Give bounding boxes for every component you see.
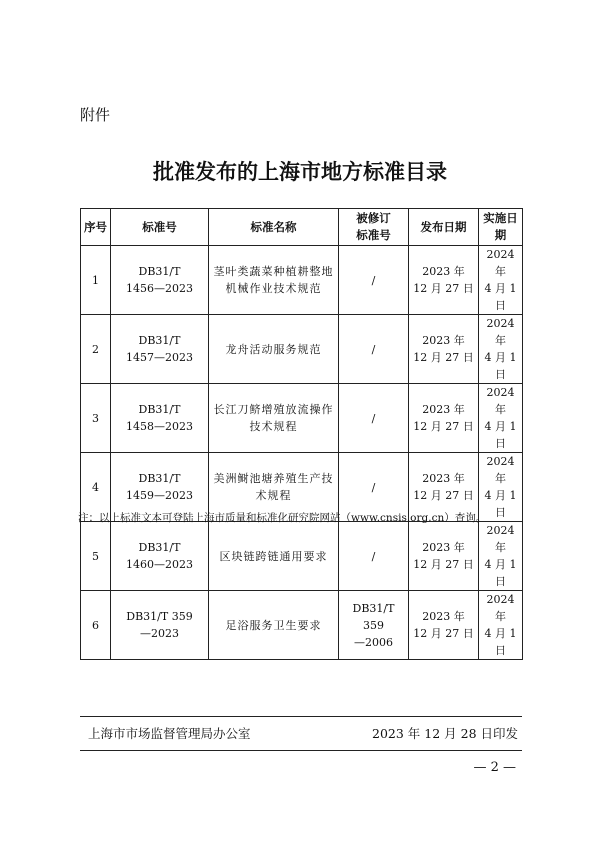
table-row <box>81 384 523 453</box>
publish-line2: 12 月 27 日 <box>413 627 474 640</box>
cell-name <box>209 315 339 384</box>
revised-line1: DB31/T 359 <box>352 601 395 632</box>
table-header-row <box>81 209 523 246</box>
cell-code <box>111 591 209 660</box>
cell-no: 2 <box>81 315 111 384</box>
cell-effective <box>479 384 523 453</box>
effective-line1: 2024 年 <box>486 593 515 623</box>
issuing-office: 上海市市场监督管理局办公室 <box>88 726 251 741</box>
cell-no: 4 <box>81 453 111 522</box>
cell-name <box>209 522 339 591</box>
cell-revised <box>339 522 409 591</box>
document-title: 批准发布的上海市地方标准目录 <box>153 159 447 184</box>
name-line1: 茎叶类蔬菜种植耕整地 <box>213 265 334 278</box>
code-line1: DB31/T <box>138 472 181 485</box>
cell-revised <box>339 315 409 384</box>
name-line2: 技术规程 <box>249 420 298 433</box>
effective-line1: 2024 年 <box>486 248 515 278</box>
header-no: 序号 <box>81 209 111 246</box>
cell-effective <box>479 591 523 660</box>
revised-line1: / <box>371 549 376 563</box>
cell-effective <box>479 246 523 315</box>
code-line1: DB31/T <box>138 265 181 278</box>
effective-line1: 2024 年 <box>486 317 515 347</box>
cell-revised <box>339 591 409 660</box>
table-row <box>81 246 523 315</box>
name-line1: 足浴服务卫生要求 <box>225 618 322 632</box>
revised-line1: / <box>371 273 376 287</box>
effective-line2: 4 月 1 日 <box>484 351 517 381</box>
name-line1: 长江刀鲚增殖放流操作 <box>213 403 334 416</box>
code-line2: 1459—2023 <box>126 489 193 502</box>
revised-line1: / <box>371 411 376 425</box>
revised-line1: / <box>371 342 376 356</box>
publish-line2: 12 月 27 日 <box>413 282 474 295</box>
cell-publish <box>409 591 479 660</box>
code-line1: DB31/T <box>138 403 181 416</box>
table-row <box>81 522 523 591</box>
revised-line2: —2006 <box>354 635 393 649</box>
cell-publish <box>409 384 479 453</box>
effective-line1: 2024 年 <box>486 455 515 485</box>
publish-line1: 2023 年 <box>422 265 465 278</box>
effective-line2: 4 月 1 日 <box>484 489 517 519</box>
cell-revised <box>339 384 409 453</box>
cell-publish <box>409 246 479 315</box>
cell-code <box>111 246 209 315</box>
name-line1: 龙舟活动服务规范 <box>225 342 322 356</box>
standards-table <box>80 208 523 660</box>
table-row <box>81 591 523 660</box>
effective-line2: 4 月 1 日 <box>484 558 517 588</box>
cell-code <box>111 384 209 453</box>
name-line1: 区块链跨链通用要求 <box>219 549 328 563</box>
name-line2: 机械作业技术规范 <box>225 282 322 295</box>
code-line2: 1460—2023 <box>126 558 193 571</box>
cell-code <box>111 315 209 384</box>
cell-effective <box>479 315 523 384</box>
name-line1: 美洲鲥池塘养殖生产技 <box>213 472 334 485</box>
publish-line1: 2023 年 <box>422 541 465 554</box>
code-line2: 1458—2023 <box>126 420 193 433</box>
cell-publish <box>409 315 479 384</box>
cell-no: 1 <box>81 246 111 315</box>
publish-line2: 12 月 27 日 <box>413 558 474 571</box>
publish-line1: 2023 年 <box>422 334 465 347</box>
code-line2: —2023 <box>140 627 179 640</box>
cell-name <box>209 384 339 453</box>
cell-code <box>111 522 209 591</box>
publish-line1: 2023 年 <box>422 472 465 485</box>
cell-revised <box>339 246 409 315</box>
cell-name <box>209 591 339 660</box>
cell-name <box>209 246 339 315</box>
print-date: 2023 年 12 月 28 日印发 <box>372 726 518 741</box>
code-line2: 1457—2023 <box>126 351 193 364</box>
publish-line2: 12 月 27 日 <box>413 489 474 502</box>
effective-line1: 2024 年 <box>486 386 515 416</box>
footnote: 注：以上标准文本可登陆上海市质量和标准化研究院网站（www.cnsis.org.cn）查询。 <box>78 512 487 524</box>
publish-line1: 2023 年 <box>422 610 465 623</box>
header-name: 标准名称 <box>209 209 339 246</box>
publish-line2: 12 月 27 日 <box>413 420 474 433</box>
cell-no: 3 <box>81 384 111 453</box>
footer-top-rule <box>80 716 522 717</box>
effective-line2: 4 月 1 日 <box>484 282 517 312</box>
table-row <box>81 315 523 384</box>
header-revised-line1: 被修订 <box>356 211 391 225</box>
cell-effective <box>479 522 523 591</box>
cell-no: 6 <box>81 591 111 660</box>
revised-line1: / <box>371 480 376 494</box>
cell-no: 5 <box>81 522 111 591</box>
effective-line2: 4 月 1 日 <box>484 627 517 657</box>
page-number: — 2 — <box>473 760 516 775</box>
footer-bottom-rule <box>80 750 522 751</box>
publish-line2: 12 月 27 日 <box>413 351 474 364</box>
effective-line1: 2024 年 <box>486 524 515 554</box>
attachment-label: 附件 <box>80 106 111 124</box>
header-revised-line2: 标准号 <box>356 228 391 242</box>
header-code: 标准号 <box>111 209 209 246</box>
header-publish-date: 发布日期 <box>409 209 479 246</box>
code-line1: DB31/T <box>138 334 181 347</box>
effective-line2: 4 月 1 日 <box>484 420 517 450</box>
cell-publish <box>409 522 479 591</box>
code-line2: 1456—2023 <box>126 282 193 295</box>
name-line2: 术规程 <box>255 489 292 502</box>
header-effective-date: 实施日期 <box>479 209 523 246</box>
header-revised <box>339 209 409 246</box>
publish-line1: 2023 年 <box>422 403 465 416</box>
code-line1: DB31/T <box>138 541 181 554</box>
code-line1: DB31/T 359 <box>126 610 193 623</box>
